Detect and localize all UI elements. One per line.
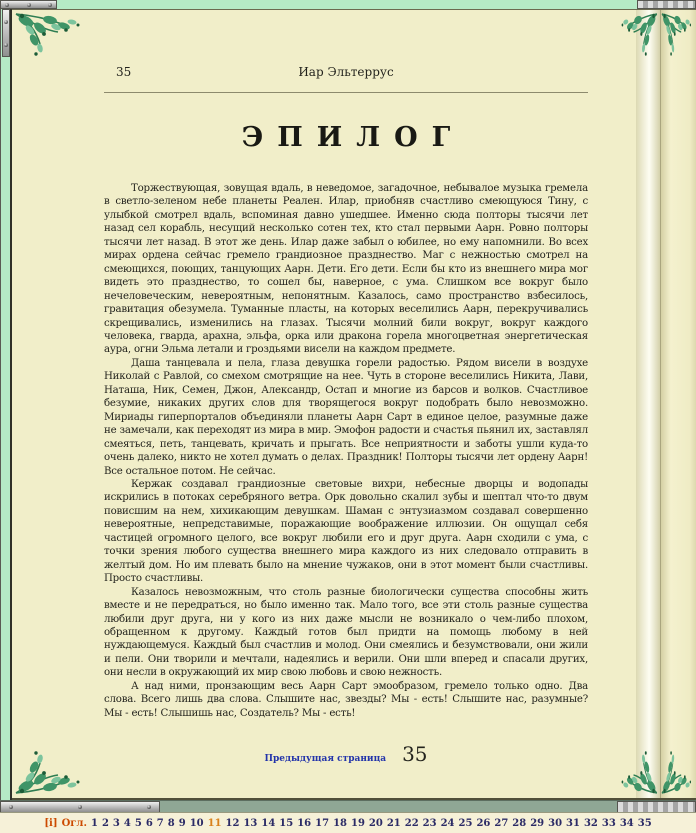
rivet-icon [78, 805, 82, 809]
nav-page-23[interactable]: 23 [422, 817, 437, 829]
top-right-metal-segment [637, 0, 696, 9]
nav-page-27[interactable]: 27 [494, 817, 509, 829]
rivet-icon [147, 805, 151, 809]
foliage-icon [661, 745, 694, 795]
nav-page-5[interactable]: 5 [134, 817, 142, 829]
foliage-ornament-icon [661, 745, 694, 795]
paragraph: Даша танцевала и пела, глаза девушка горели радостью. Рядом висели в воздухе Николай с Равлой, со смехом смотрящие на нее. Чуть в стороне веселились Никита, Лави, Наташа, Ник, Семен, Джон, Александр, Остап и многие из барсов и волков. Счастливое безумие, никаких других слов для творящегося вокруг подобрать было невозможно. Мириады гиперпорталов объединяли планеты Аарн Сарт в единое целое, разумные даже не замечали, как переходят из мира в мир. Эмофон радости и счастья пьянил их, заставлял смеяться, петь, танцевать, кричать и прыгать. Все неприятности и заботы ушли куда-то очень далеко, никто не хотел думать о делах. Праздник! Полторы тысячи лет ордену Аарн! Все остальное потом. Не сейчас. [104, 357, 588, 477]
foliage-ornament-icon [618, 12, 658, 62]
foliage-icon [661, 12, 694, 62]
page-footer [104, 742, 588, 766]
nav-page-14[interactable]: 14 [261, 817, 276, 829]
rivet-icon [27, 3, 31, 7]
nav-page-10[interactable]: 10 [189, 817, 204, 829]
nav-page-20[interactable]: 20 [368, 817, 383, 829]
footer-page-number: 35 [402, 742, 428, 767]
nav-page-31[interactable]: 31 [566, 817, 580, 829]
foliage-icon [618, 12, 658, 62]
nav-page-15[interactable]: 15 [279, 817, 294, 829]
rivet-icon [4, 20, 8, 24]
nav-page-6[interactable]: 6 [145, 817, 153, 829]
info-link[interactable]: [i] [44, 817, 58, 829]
nav-page-11[interactable]: 11 [207, 817, 222, 829]
nav-page-28[interactable]: 28 [512, 817, 527, 829]
nav-page-19[interactable]: 19 [350, 817, 365, 829]
nav-page-7[interactable]: 7 [156, 817, 164, 829]
foliage-ornament-icon [14, 12, 86, 62]
header-page-number: 35 [116, 65, 132, 79]
rivet-icon [48, 3, 52, 7]
nav-page-16[interactable]: 16 [297, 817, 312, 829]
foliage-ornament-icon [618, 745, 658, 795]
nav-page-33[interactable]: 33 [601, 817, 616, 829]
horizontal-scrollbar[interactable] [0, 800, 696, 812]
header-divider [104, 92, 588, 93]
nav-page-29[interactable]: 29 [530, 817, 545, 829]
paragraph: Торжествующая, зовущая вдаль, в неведомое, загадочное, небывалое музыка гремела в светло-зеленом небе планеты Реален. Илар, приобняв счастливо смеющуюся Тину, с улыбкой смотрел вдаль, вспоминая давно ушедшее. Именно сюда полторы тысячи лет назад сел корабль, несущий несколько сотен тех, кто стал первыми Аарн. Ровно полторы тысячи лет назад. В этот же день. Илар даже забыл о юбилее, но ему напомнили. Во всех мирах ордена сейчас гремело грандиозное празднество. Маг с нежностью смотрел на смеющихся, поющих, танцующих Аарн. Дети. Его дети. Если бы кто из внешнего мира мог видеть это празднество, то сошел бы, наверное, с ума. Слишком все вокруг было нечеловеческим, невероятным, непонятным. Казалось, само пространство взбесилось, гравитация обезумела. Туманные пласты, на которых веселились Аарн, перекручивались скрещивались, изменились на глазах. Тысячи молний били вокруг, вокруг каждого человека, гварда, арахна, эльфа, орка или дракона горела многоцветная энергетическая аура, огни Эльма летали и гроздьями висели на каждом предмете. [104, 183, 588, 356]
vertical-scrollbar[interactable] [0, 9, 12, 800]
nav-page-32[interactable]: 32 [583, 817, 598, 829]
page-content [104, 10, 588, 798]
rivet-icon [4, 43, 8, 47]
nav-page-21[interactable]: 21 [386, 817, 401, 829]
previous-page-link[interactable]: Предыдущая страница [264, 754, 387, 765]
nav-page-30[interactable]: 30 [548, 817, 563, 829]
paragraph: Казалось невозможным, что столь разные биологически существа способны жить вместе и не передраться, но было именно так. Мало того, все эти столь разные существа любили друг друга, ни у кого из них даже мысли не возникало о чем-либо плохом, обращенном к другому. Каждый готов был придти на помощь любому в ней нуждающемуся. Каждый был счастлив и молод. Они смеялись и безумствовали, они жили и пели. Они творили и мечтали, надеялись и верили. Они шли вперед и спасали других, они несли в окружающий их мир свою любовь и свою нежность. [104, 586, 588, 679]
nav-page-4[interactable]: 4 [123, 817, 131, 829]
paragraph: А над ними, пронзающим весь Аарн Сарт эмообразом, гремело только одно. Два слова. Всего лишь два слова. Слышите нас, звезды? Мы - есть! Слышите нас, разумные? Мы - есть! Слышишь нас, Создатель? Мы - есть! [104, 680, 588, 719]
top-scrollbar-thumb[interactable] [0, 0, 57, 9]
top-track [0, 0, 696, 9]
foliage-ornament-icon [661, 12, 694, 62]
nav-page-17[interactable]: 17 [315, 817, 330, 829]
chapter-title: ЭПИЛОГ [241, 122, 465, 153]
nav-page-18[interactable]: 18 [333, 817, 347, 829]
nav-page-35[interactable]: 35 [637, 817, 652, 829]
nav-page-9[interactable]: 9 [178, 817, 186, 829]
nav-page-1[interactable]: 1 [90, 817, 98, 829]
rivet-icon [5, 3, 9, 7]
page-header [104, 65, 588, 79]
foliage-ornament-icon [14, 745, 86, 795]
nav-page-34[interactable]: 34 [619, 817, 634, 829]
page-edge [660, 10, 696, 798]
book-page [12, 9, 696, 800]
nav-page-12[interactable]: 12 [225, 817, 240, 829]
nav-page-8[interactable]: 8 [167, 817, 175, 829]
foliage-icon [14, 745, 86, 795]
nav-page-24[interactable]: 24 [440, 817, 455, 829]
header-author: Иар Эльтеррус [298, 65, 394, 79]
nav-page-3[interactable]: 3 [112, 817, 120, 829]
vertical-scrollbar-thumb[interactable] [2, 9, 10, 57]
foliage-icon [14, 12, 86, 62]
toc-link[interactable]: Огл. [61, 817, 87, 829]
nav-page-26[interactable]: 26 [476, 817, 491, 829]
foliage-icon [618, 745, 658, 795]
rivet-icon [9, 805, 13, 809]
body-text [104, 182, 588, 720]
page-fold [636, 10, 660, 798]
nav-page-22[interactable]: 22 [404, 817, 419, 829]
paragraph: Кержак создавал грандиозные световые вихри, небесные дворцы и водопады искрились в потоках серебряного ветра. Орк довольно скалил зубы и шептал что-то двум повисшим на нем, хихикающим девушкам. Шаман с энтузиазмом создавал совершенно невероятные, непредставимые, поражающие воображение иллюзии. Он ощущал себя частицей огромного целого, все вокруг любили его и друг друга. Аарн сходили с ума, с точки зрения любого существа внешнего мира каждого из них следовало отправить в желтый дом. Но им плевать было на мнение чужаков, они в этот момент были счастливы. Просто счастливы. [104, 478, 588, 585]
nav-page-25[interactable]: 25 [458, 817, 473, 829]
nav-page-2[interactable]: 2 [101, 817, 109, 829]
page-navigation-bar [0, 812, 696, 833]
nav-page-13[interactable]: 13 [243, 817, 258, 829]
